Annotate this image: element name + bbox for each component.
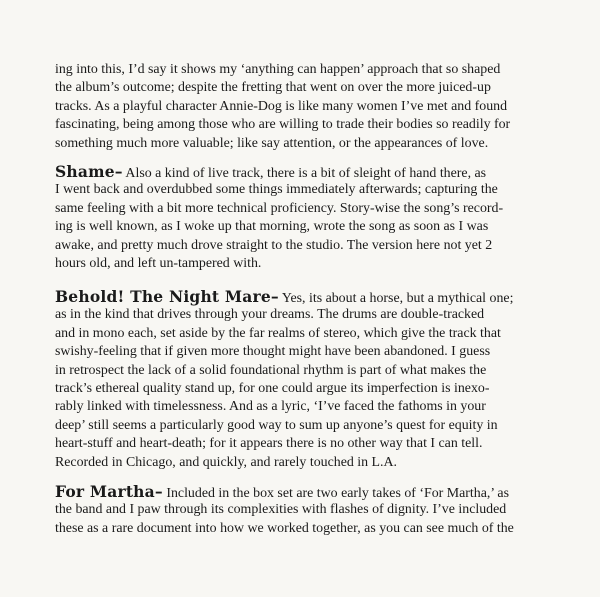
text-line: rably linked with timelessness. And as a lyric, ‘I’ve faced the fathoms in your [55,399,486,415]
text-line: awake, and pretty much drove straight to the studio. The version here not yet 2 [55,237,493,253]
text-line: deep’ still seems a particularly good way to sum up anyone’s quest for equity in [55,417,498,433]
text-line [55,483,545,501]
text-line: I went back and overdubbed some things immediately afterwards; capturing the [55,182,498,198]
text-line: same feeling with a bit more technical proficiency. Story-wise the song’s record- [55,200,504,216]
text-line: tracks. As a playful character Annie-Dog is like many women I’ve met and found [55,98,508,114]
text-line [55,163,545,181]
paragraph-for-martha [55,483,545,538]
song-heading-shame: Shame– [55,162,123,181]
text-line-body: Also a kind of live track, there is a bit of sleight of hand there, as [122,166,487,181]
text-line: in retrospect the lack of a solid foundational rhythm is part of what makes the [55,362,487,378]
paragraph-annie-dog [55,61,545,153]
text-line-body: Included in the box set are two early takes of ‘For Martha,’ as [162,486,509,501]
text-line: swishy-feeling that if given more thought might have been abandoned. I guess [55,344,491,360]
text-line [55,288,545,306]
text-line-body: Yes, its about a horse, but a mythical one; [278,291,514,306]
text-line: the band and I paw through its complexities with flashes of dignity. I’ve included [55,502,507,518]
paragraph-shame [55,163,545,273]
text-line: these as a rare document into how we worked together, as you can see much of the [55,520,514,536]
text-line: Recorded in Chicago, and quickly, and rarely touched in L.A. [55,454,398,470]
text-line: heart-stuff and heart-death; for it appears there is no other way that I can tell. [55,436,483,452]
paragraph-behold-the-night-mare [55,288,545,472]
song-heading-behold-the-night-mare: Behold! The Night Mare– [55,287,279,306]
text-line: ing into this, I’d say it shows my ‘anything can happen’ approach that so shaped [55,62,501,77]
song-heading-for-martha: For Martha– [55,482,163,501]
text-line: the album’s outcome; despite the fretting that went on over the more juiced-up [55,80,491,96]
text-line: something much more valuable; like say attention, or the appearances of love. [55,135,489,151]
text-line: hours old, and left un-tampered with. [55,255,262,271]
text-line: as in the kind that drives through your dreams. The drums are double-tracked [55,307,485,323]
text-line: fascinating, being among those who are willing to trade their bodies so readily for [55,117,511,133]
text-line: and in mono each, set aside by the far realms of stereo, which give the track that [55,325,501,341]
text-line: track’s ethereal quality stand up, for one could argue its imperfection is inexo- [55,380,490,396]
text-line: ing is well known, as I woke up that morning, wrote the song as soon as I was [55,219,489,235]
